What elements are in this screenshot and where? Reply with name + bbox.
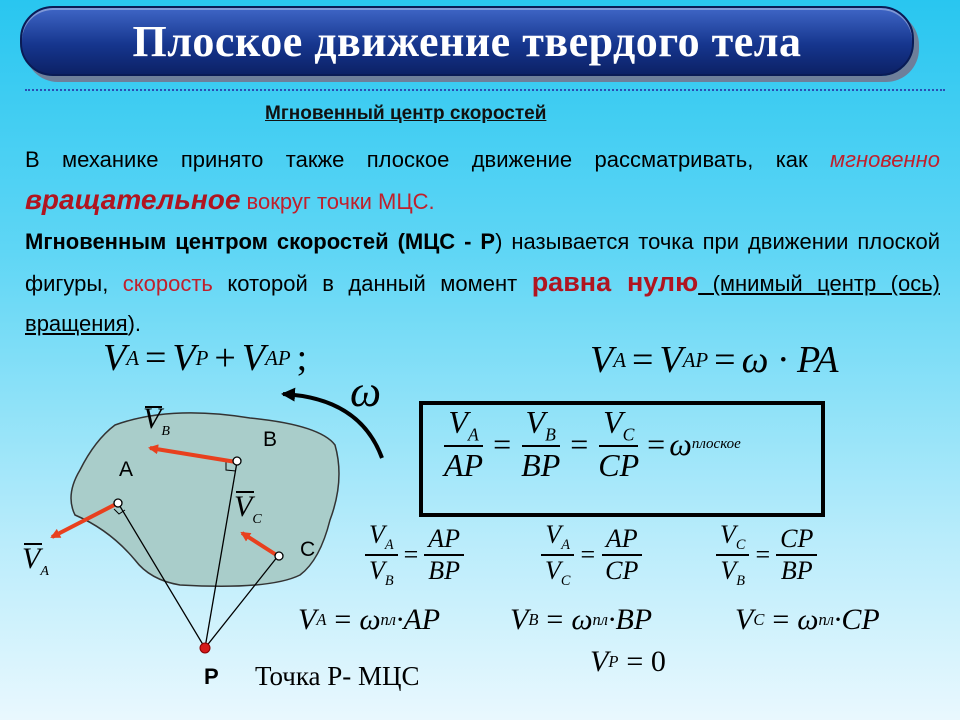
point-p-marker	[200, 643, 210, 653]
text-around-point: вокруг точки МЦС.	[240, 189, 435, 214]
formula-ratio-ab: $\frac{V_A}{V_B}$ = $\frac{AP}{BP}$	[365, 520, 464, 590]
rigid-body-shape	[71, 413, 339, 586]
formula-vc-omega-cp: V C = ω пл ·CP	[735, 603, 880, 636]
text: которой в данный момент	[212, 271, 532, 296]
term-definition: Мгновенным центром скоростей (МЦС - Р	[25, 229, 496, 254]
text: ) называется точка при движении плоской фигуры,	[25, 229, 941, 296]
formula-va-omega: V A = V AP = ω · PA	[590, 339, 839, 381]
highlight-instant: мгновенно	[830, 147, 940, 172]
formula-velocity-sum: V A = V P + V AP ;	[103, 337, 308, 379]
formula-va-omega-ap: V A = ω пл ·AP	[298, 603, 441, 636]
formula-boxed-ratio: $\frac{V_A}{AP}$ = $\frac{V_B}{BP}$ = $\frac{V_C}{CP}$ = ω плоское	[444, 404, 741, 484]
formula-vb-omega-bp: V B = ω пл ·BP	[510, 603, 653, 636]
highlight-equals-zero: равна нулю	[531, 267, 699, 297]
page-title: Плоское движение твердого тела	[132, 16, 802, 66]
text-imaginary-axis: (мнимый центр (ось) вращения	[25, 271, 940, 336]
point-c-marker	[275, 552, 283, 560]
text: В механике принято также плоское движение рассматривать, как	[25, 147, 831, 172]
label-omega: ω	[350, 367, 382, 416]
point-b-marker	[233, 457, 241, 465]
text: ).	[127, 311, 142, 336]
label-point-a: A	[119, 458, 134, 481]
caption-point-p: Точка Р- МЦС	[255, 661, 420, 691]
label-point-b: B	[263, 428, 278, 451]
formula-vp-zero: V P = 0	[590, 645, 666, 678]
point-a-marker	[114, 499, 122, 507]
highlight-velocity: скорость	[122, 271, 213, 296]
label-point-p: P	[204, 664, 219, 689]
formula-ratio-ac: $\frac{V_A}{V_C}$ = $\frac{AP}{CP}$	[541, 520, 642, 590]
label-vector-vb: $V_B$	[143, 402, 170, 439]
formula-ratio-cb: $\frac{V_C}{V_B}$ = $\frac{CP}{BP}$	[716, 520, 817, 590]
section-subtitle: Мгновенный центр скоростей	[265, 103, 547, 124]
label-point-c: C	[300, 538, 316, 561]
highlight-rotational: вращательное	[25, 184, 241, 215]
label-vector-vc: $V_C$	[234, 490, 262, 527]
label-vector-va: $V_A$	[22, 542, 49, 579]
